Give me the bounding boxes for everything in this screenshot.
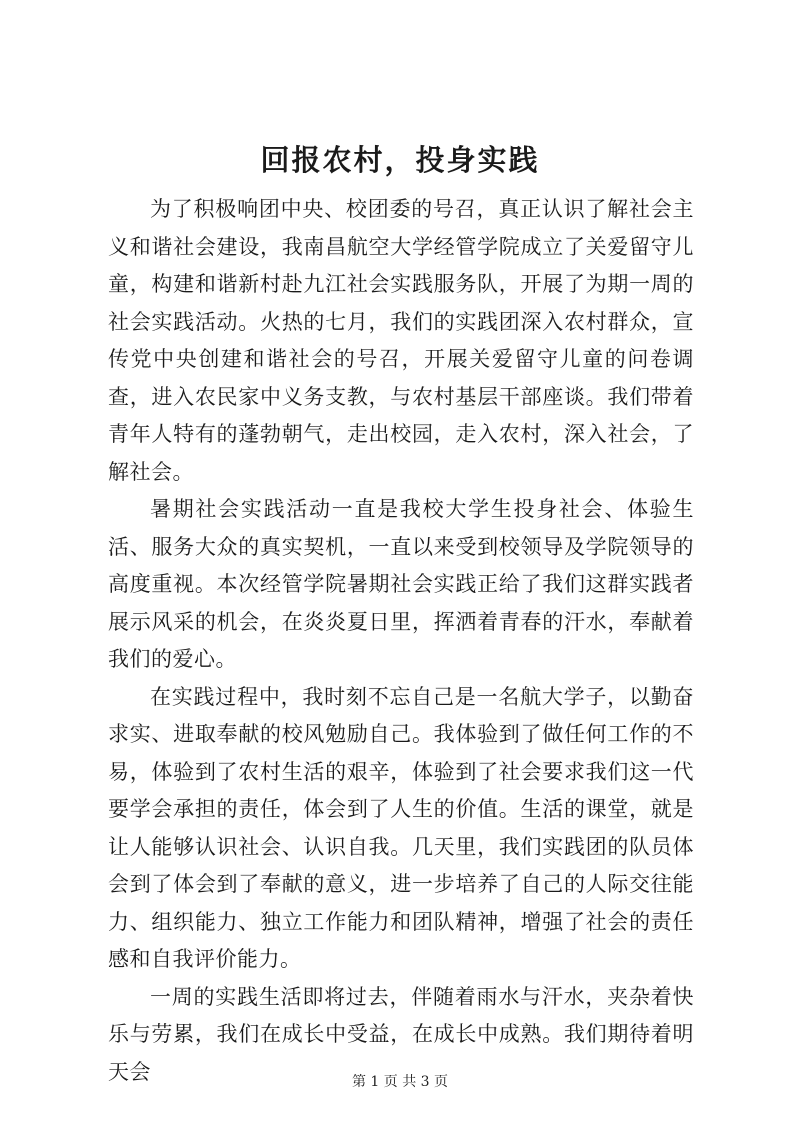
document-body bbox=[108, 191, 694, 1091]
paragraph-3: 在实践过程中，我时刻不忘自己是一名航大学子，以勤奋求实、进取奉献的校风勉励自己。我体验到了做任何工作的不易，体验到了农村生活的艰辛，体验到了社会要求我们这一代要学会承担的责任，体会到了人生的价值。生活的课堂，就是让人能够认识社会、认识自我。几天里，我们实践团的队员体会到了体会到了奉献的意义，进一步培养了自己的人际交往能力、组织能力、独立工作能力和团队精神，增强了社会的责任感和自我评价能力。 bbox=[108, 684, 694, 971]
document-title: 回报农村，投身实践 bbox=[260, 143, 540, 177]
paragraph-2: 暑期社会实践活动一直是我校大学生投身社会、体验生活、服务大众的真实契机，一直以来受到校领导及学院领导的高度重视。本次经管学院暑期社会实践正给了我们这群实践者展示风采的机会，在炎炎夏日里，挥洒着青春的汗水，奉献着我们的爱心。 bbox=[108, 497, 694, 671]
paragraph-4: 一周的实践生活即将过去，伴随着雨水与汗水，夹杂着快乐与劳累，我们在成长中受益，在成长中成熟。我们期待着明天会 bbox=[108, 984, 694, 1084]
page-number: 第 1 页 共 3 页 bbox=[351, 1074, 449, 1090]
paragraph-1: 为了积极响团中央、校团委的号召，真正认识了解社会主义和谐社会建设，我南昌航空大学经管学院成立了关爱留守儿童，构建和谐新村赴九江社会实践服务队，开展了为期一周的社会实践活动。火热的七月，我们的实践团深入农村群众，宣传党中央创建和谐社会的号召，开展关爱留守儿童的问卷调查，进入农民家中义务支教，与农村基层干部座谈。我们带着青年人特有的蓬勃朝气，走出校园，走入农村，深入社会，了解社会。 bbox=[108, 197, 694, 484]
page-footer bbox=[0, 1072, 800, 1092]
